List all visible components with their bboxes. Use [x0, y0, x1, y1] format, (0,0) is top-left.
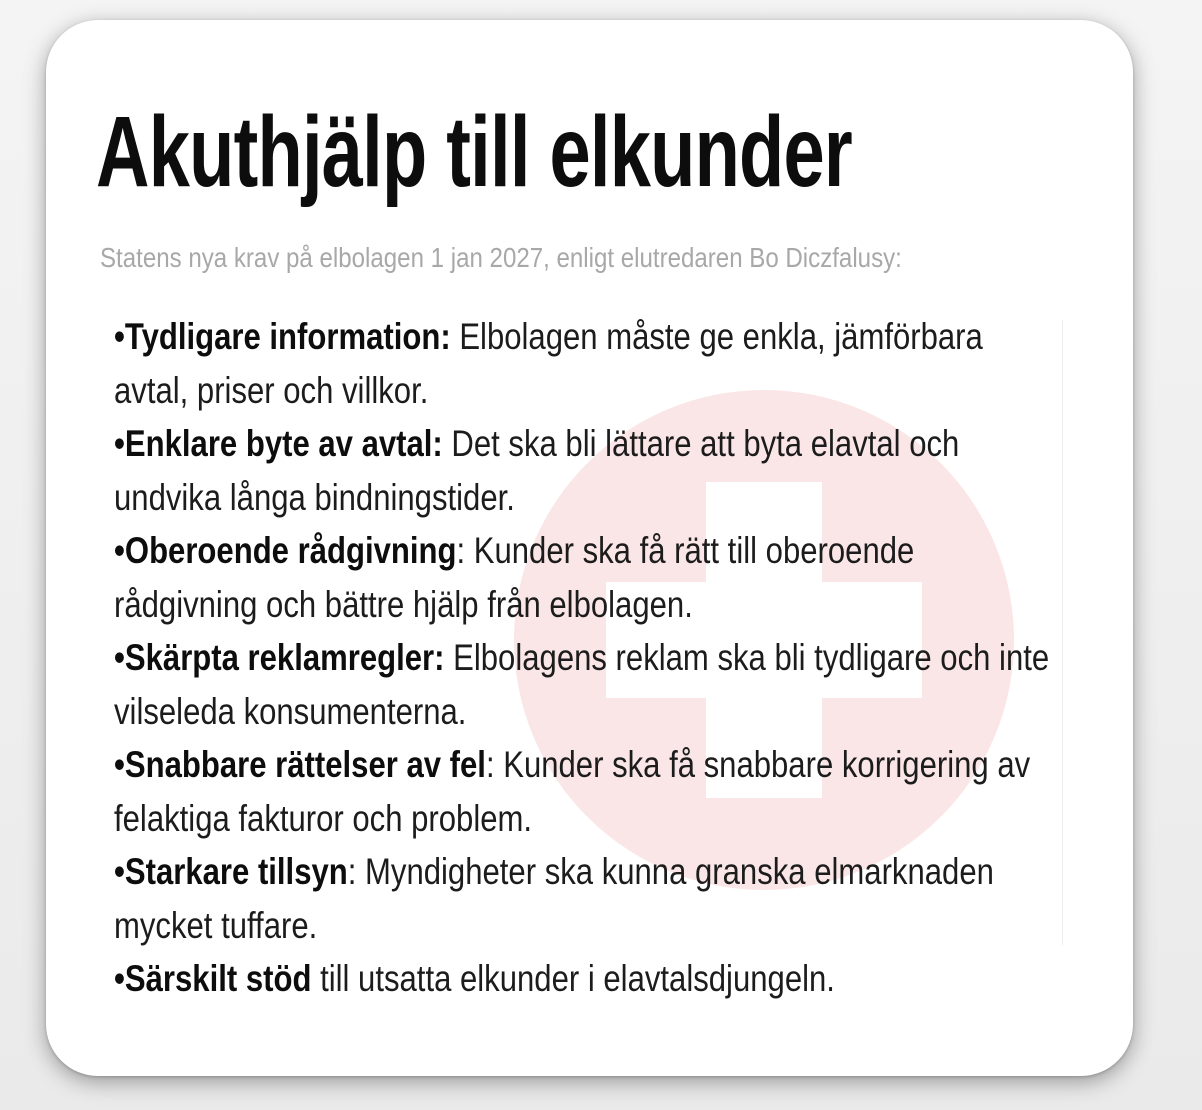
list-item: [114, 631, 1055, 738]
item-lead: Starkare tillsyn: [124, 851, 348, 892]
item-text: : Kunder ska få rätt till oberoende rådgivning och bättre hjälp från elbolagen.: [114, 530, 915, 625]
list-item: [114, 524, 1055, 631]
bullet: •: [114, 530, 125, 571]
item-lead: Skärpta reklamregler:: [124, 637, 445, 678]
item-lead: Snabbare rättelser av fel: [124, 744, 486, 785]
item-text: Det ska bli lättare att byta elavtal och undvika långa bindningstider.: [114, 423, 960, 518]
item-text: Elbolagen måste ge enkla, jämförbara avtal, priser och villkor.: [114, 316, 983, 411]
bullet: •: [114, 744, 125, 785]
item-text: : Kunder ska få snabbare korrigering av felaktiga fakturor och problem.: [114, 744, 1031, 839]
list-item: [114, 310, 1055, 417]
list-item: [114, 417, 1055, 524]
bullet: •: [114, 637, 125, 678]
item-text: till utsatta elkunder i elavtalsdjungeln.: [311, 958, 835, 999]
item-text: : Myndigheter ska kunna granska elmarknaden mycket tuffare.: [114, 851, 994, 946]
bullet: •: [114, 423, 125, 464]
list-item: [114, 845, 1055, 952]
item-text: Elbolagens reklam ska bli tydligare och inte vilseleda konsumenterna.: [114, 637, 1050, 732]
item-lead: Enklare byte av avtal:: [124, 423, 443, 464]
requirements-list: [114, 310, 1055, 1006]
list-item: [114, 952, 1055, 1006]
bullet: •: [114, 851, 125, 892]
divider-line: [1062, 320, 1063, 945]
bullet: •: [114, 316, 125, 357]
subtitle: Statens nya krav på elbolagen 1 jan 2027, enligt elutredaren Bo Diczfalusy:: [100, 242, 902, 273]
bullet: •: [114, 958, 125, 999]
page-title: Akuthjälp till elkunder: [96, 96, 852, 208]
info-card: [46, 20, 1133, 1076]
item-lead: Särskilt stöd: [124, 958, 312, 999]
list-item: [114, 738, 1055, 845]
item-lead: Tydligare information:: [124, 316, 451, 357]
item-lead: Oberoende rådgivning: [124, 530, 457, 571]
